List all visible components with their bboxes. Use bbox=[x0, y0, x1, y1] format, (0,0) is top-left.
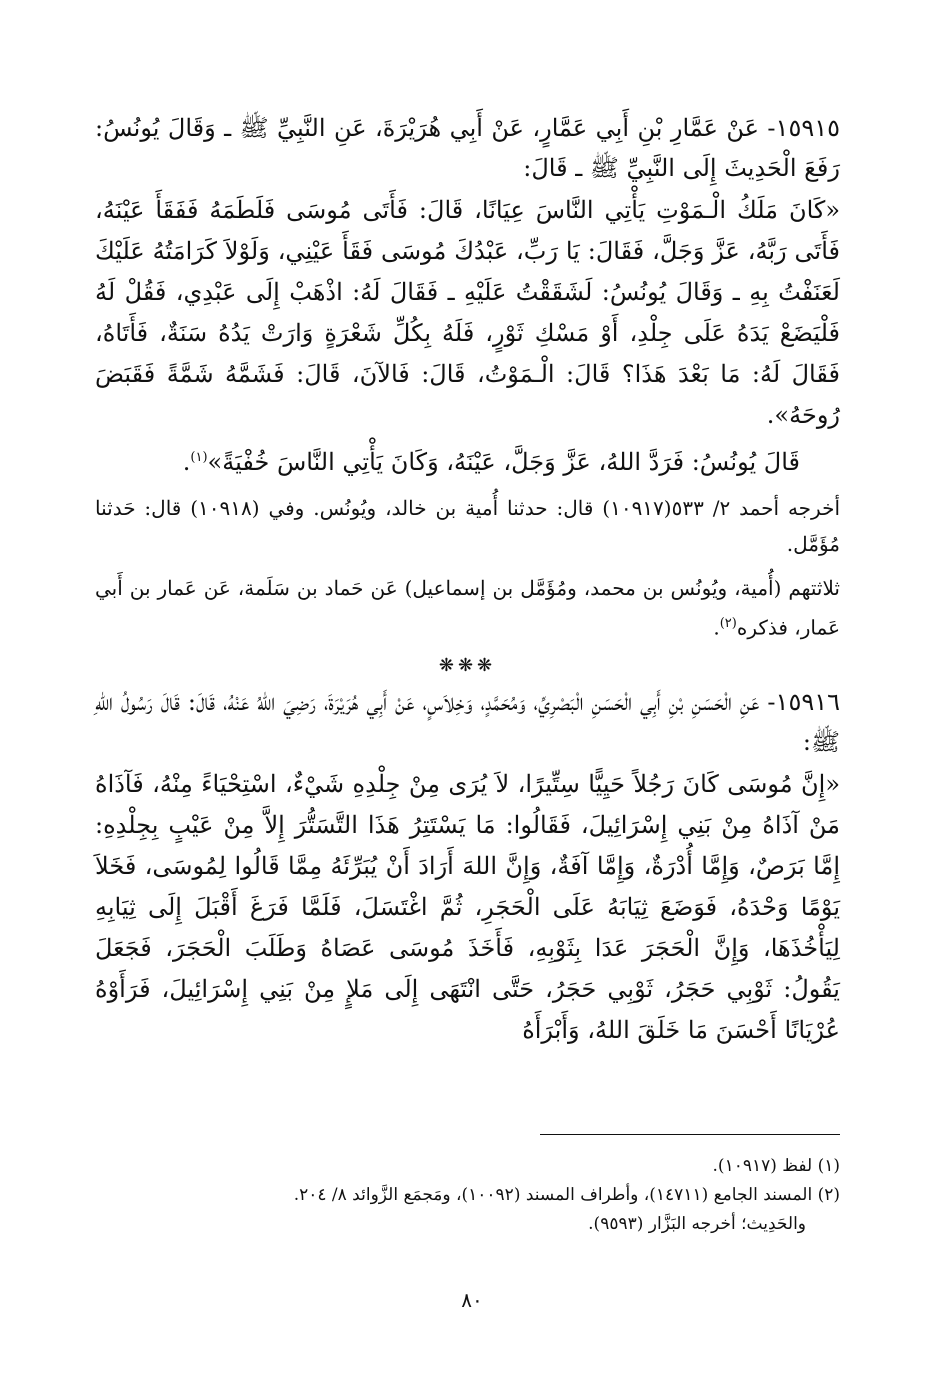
footnote-divider bbox=[540, 1134, 840, 1135]
hadith-15916-text: «إِنَّ مُوسَى كَانَ رَجُلاً حَيِيًّا سِتِّيرًا، لاَ يُرَى مِنْ جِلْدِهِ شَيْءٌ، اسْتِحْيَاءً مِنْهُ، فَآذَاهُ مَنْ آذَاهُ مِنْ بَنِي إِسْرَائِيلَ، فَقَالُوا: مَا يَسْتَتِرُ هَذَا التَّسَتُّرَ إِلاَّ مِنْ عَيْبٍ بِجِلْدِهِ: إِمَّا بَرَصٌ، وَإِمَّا أُدْرَةٌ، وَإِمَّا آفَةٌ، وَإِنَّ اللهَ أَرَادَ أَنْ يُبَرِّئَهُ مِمَّا قَالُوا لِمُوسَى، فَخَلاَ يَوْمًا وَحْدَهُ، فَوَضَعَ ثِيَابَهُ عَلَى الْحَجَرِ، ثُمَّ اغْتَسَلَ، فَلَمَّا فَرَغَ أَقْبَلَ إِلَى ثِيَابِهِ لِيَأْخُذَهَا، وَإِنَّ الْحَجَرَ عَدَا بِثَوْبِهِ، فَأَخَذَ مُوسَى عَصَاهُ وَطَلَبَ الْحَجَرَ، فَجَعَلَ يَقُولُ: ثَوْبِي حَجَرُ، ثَوْبِي حَجَرُ، حَتَّى انْتَهَى إِلَى مَلإٍ مِنْ بَنِي إِسْرَائِيلَ، فَرَأَوْهُ عُرْيَانًا أَحْسَنَ مَا خَلَقَ اللهُ، وَأَبْرَأَهُ bbox=[95, 769, 840, 1044]
hadith-15915-yunus-note: قَالَ يُونُسُ: فَرَدَّ اللهُ، عَزَّ وَجَلَّ، عَيْنَهُ، وَكَانَ يَأْتِي النَّاسَ خُفْيَةً»$^{(١)}$. bbox=[182, 448, 800, 476]
hadith-15915-chain: ثلاثتهم (أُمية، ويُونُس بن محمد، ومُؤَمَّل بن إسماعيل) عَن حَماد بن سَلَمة، عَن عَمار بن أَبي عَمار، فذكره$^{(٢)}$. bbox=[95, 576, 840, 640]
page-body bbox=[95, 108, 840, 1051]
page-number: ٨٠ bbox=[461, 1288, 483, 1312]
chain-text: ثلاثتهم (أُمية، ويُونُس بن محمد، ومُؤَمَّل بن إسماعيل) عَن حَماد بن سَلَمة، عَن عَمار بن أَبي عَمار، فذكره bbox=[95, 576, 840, 640]
hadith-15916-heading: ١٥٩١٦- عَنِ الْحَسَنِ بْنِ أَبِي الْحَسَنِ الْبَصْرِيِّ، وَمُحَمَّدٍ، وَخِلاَسٍ، عَنْ أَبِي هُرَيْرَةَ، رَضِيَ اللهُ عَنْهُ، قَالَ: قَالَ رَسُولُ اللهِ ﷺ: bbox=[95, 687, 840, 756]
hadith-15915-heading: ١٥٩١٥- عَنْ عَمَّارِ بْنِ أَبِي عَمَّارٍ، عَنْ أَبِي هُرَيْرَةَ، عَنِ النَّبِيِّ ﷺ ـ وَقَالَ يُونُسُ: رَفَعَ الْحَدِيثَ إِلَى النَّبِيِّ ﷺ ـ قَالَ: bbox=[95, 114, 840, 182]
footnotes bbox=[100, 1152, 840, 1239]
yunus-note-text: قَالَ يُونُسُ: فَرَدَّ اللهُ، عَزَّ وَجَلَّ، عَيْنَهُ، وَكَانَ يَأْتِي النَّاسَ خُفْيَةً» bbox=[207, 448, 800, 476]
hadith-15915-takhrij: أخرجه أحمد ٢/ ٥٣٣(١٠٩١٧) قال: حدثنا أُمية بن خالد، ويُونُس. وفي (١٠٩١٨) قال: حَدثنا مُؤَمَّل. bbox=[95, 496, 840, 556]
hadith-15915-text: «كَانَ مَلَكُ الْـمَوْتِ يَأْتِي النَّاسَ عِيَانًا، قَالَ: فَأَتَى مُوسَى فَلَطَمَهُ فَفَقَأَ عَيْنَهُ، فَأَتَى رَبَّهُ، عَزَّ وَجَلَّ، فَقَالَ: يَا رَبِّ، عَبْدُكَ مُوسَى فَقَأَ عَيْنِي، وَلَوْلاَ كَرَامَتُهُ عَلَيْكَ لَعَنَفْتُ بِهِ ـ وَقَالَ يُونُسُ: لَشَقَقْتُ عَلَيْهِ ـ فَقَالَ لَهُ: اذْهَبْ إِلَى عَبْدِي، فَقُلْ لَهُ فَلْيَضَعْ يَدَهُ عَلَى جِلْدِ، أَوْ مَسْكِ ثَوْرٍ، فَلَهُ بِكُلِّ شَعْرَةٍ وَارَتْ يَدُهُ سَنَةٌ، فَأَتَاهُ، فَقَالَ لَهُ: مَا بَعْدَ هَذَا؟ قَالَ: الْـمَوْتُ، قَالَ: فَالآنَ، قَالَ: فَشَمَّهُ شَمَّةً فَقَبَضَ رُوحَهُ». bbox=[95, 196, 841, 429]
footnote-2-continuation: والحَدِيث؛ أخرجه البَزَّار (٩٥٩٣). bbox=[588, 1214, 806, 1234]
footnote-ref-1: (١) bbox=[190, 450, 208, 465]
footnote-2: (٢) المسند الجامع (١٤٧١١)، وأطراف المسند (١٠٠٩٢)، ومَجمَع الزَّوائد ٨/ ٢٠٤. bbox=[293, 1185, 840, 1205]
footnote-ref-2: (٢) bbox=[719, 616, 737, 631]
section-separator: ❋❋❋ bbox=[438, 654, 497, 676]
footnote-1: (١) لفظ (١٠٩١٧). bbox=[712, 1156, 840, 1176]
